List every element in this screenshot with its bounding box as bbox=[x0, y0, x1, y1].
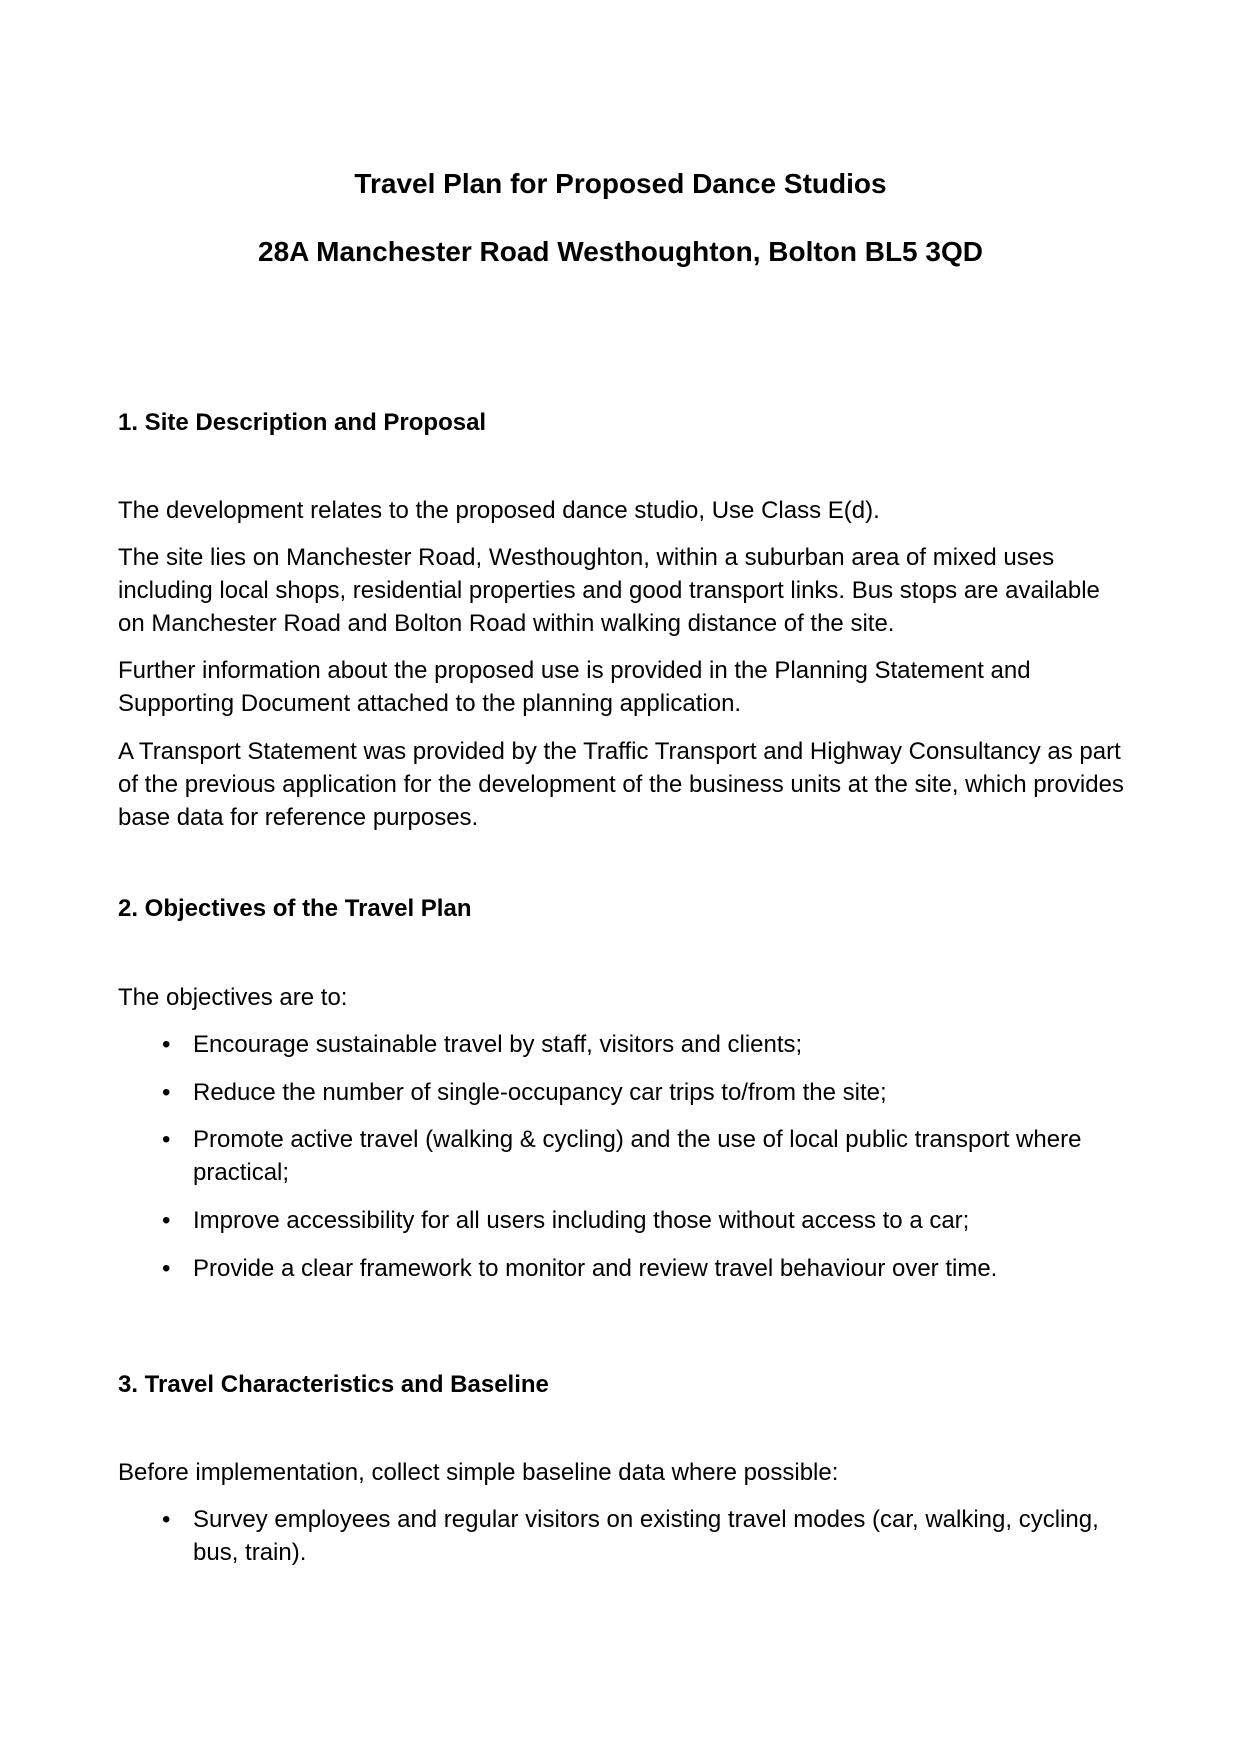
section-1-heading: 1. Site Description and Proposal bbox=[118, 409, 487, 436]
list-item bbox=[160, 1028, 1128, 1061]
baseline-list bbox=[160, 1503, 1128, 1584]
list-item-text: Survey employees and regular visitors on existing travel modes (car, walking, cycling, bus, train). bbox=[193, 1506, 1099, 1566]
list-item bbox=[160, 1252, 1128, 1285]
section-2-intro: The objectives are to: bbox=[118, 984, 348, 1011]
document-title: Travel Plan for Proposed Dance Studios bbox=[354, 168, 887, 199]
list-item-text: Reduce the number of single-occupancy car trips to/from the site; bbox=[193, 1079, 887, 1106]
list-item bbox=[160, 1076, 1128, 1109]
list-item-text: Improve accessibility for all users including those without access to a car; bbox=[193, 1207, 970, 1234]
section-1-paragraph-4: A Transport Statement was provided by the Traffic Transport and Highway Consultancy as part of the previous application for the development of the business units at the site, which provides base data for reference purposes. bbox=[118, 738, 1124, 831]
list-item bbox=[160, 1503, 1128, 1569]
list-item-text: Promote active travel (walking & cycling) and the use of local public transport where practical; bbox=[193, 1126, 1082, 1186]
bullet-icon: • bbox=[162, 1255, 171, 1282]
list-item bbox=[160, 1123, 1128, 1189]
section-3-intro: Before implementation, collect simple baseline data where possible: bbox=[118, 1459, 839, 1486]
list-item-text: Provide a clear framework to monitor and review travel behaviour over time. bbox=[193, 1255, 998, 1282]
section-1-paragraph-3: Further information about the proposed use is provided in the Planning Statement and Supporting Document attached to the planning application. bbox=[118, 657, 1031, 717]
section-3-heading: 3. Travel Characteristics and Baseline bbox=[118, 1371, 549, 1398]
list-item-text: Encourage sustainable travel by staff, visitors and clients; bbox=[193, 1031, 803, 1058]
bullet-icon: • bbox=[162, 1126, 171, 1153]
objectives-list bbox=[160, 1028, 1128, 1300]
bullet-icon: • bbox=[162, 1506, 171, 1533]
bullet-icon: • bbox=[162, 1079, 171, 1106]
document-address: 28A Manchester Road Westhoughton, Bolton BL5 3QD bbox=[258, 236, 983, 267]
section-2-heading: 2. Objectives of the Travel Plan bbox=[118, 895, 472, 922]
bullet-icon: • bbox=[162, 1207, 171, 1234]
section-1-paragraph-1: The development relates to the proposed dance studio, Use Class E(d). bbox=[118, 497, 880, 524]
bullet-icon: • bbox=[162, 1031, 171, 1058]
list-item bbox=[160, 1204, 1128, 1237]
section-1-paragraph-2: The site lies on Manchester Road, Westhoughton, within a suburban area of mixed uses including local shops, residential properties and good transport links. Bus stops are available on Manchester Road and Bolton Road within walking distance of the site. bbox=[118, 544, 1100, 637]
